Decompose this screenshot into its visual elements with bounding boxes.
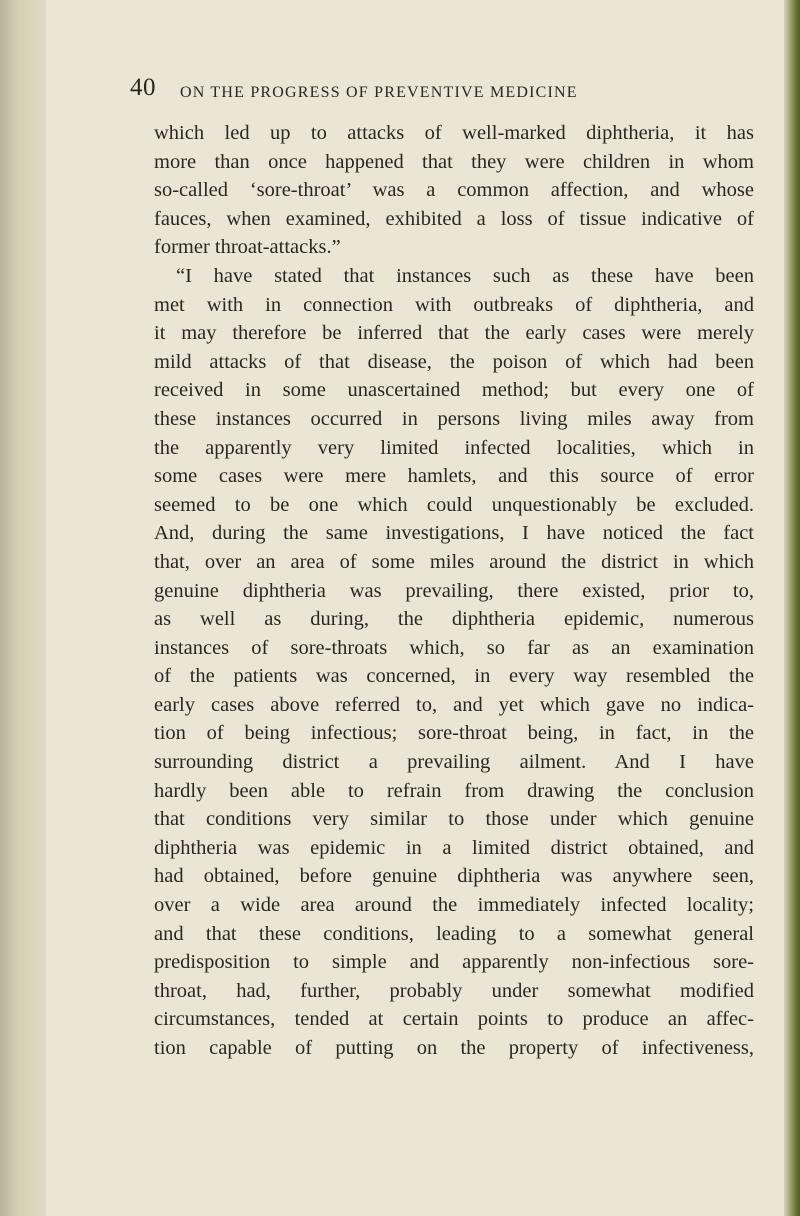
text-line: and that these conditions, leading to a somewhat general [154,922,754,945]
text-line: so-called ‘sore-throat’ was a common affection, and whose [154,179,754,202]
text-line: which led up to attacks of well-marked diphtheria, it has [154,122,754,144]
text-line: circumstances, tended at certain points to produce an affec- [154,1008,754,1031]
text-line: over a wide area around the immediately infected locality; [154,894,754,917]
text-line: more than once happened that they were children in whom [154,150,754,173]
text-line: some cases were mere hamlets, and this source of error [154,465,754,488]
page-number: 40 [130,74,156,101]
running-head: ON THE PROGRESS OF PREVENTIVE MEDICINE [180,84,578,101]
text-line: met with in connection with outbreaks of diphtheria, and [154,293,754,316]
text-line: tion capable of putting on the property of infectiveness, [154,1037,754,1059]
text-line: as well as during, the diphtheria epidemic, numerous [154,608,754,631]
text-line: hardly been able to refrain from drawing the conclusion [154,779,754,802]
text-line: “I have stated that instances such as these have been [176,264,754,287]
text-line: instances of sore-throats which, so far as an examination [154,636,754,659]
text-line: diphtheria was epidemic in a limited district obtained, and [154,836,754,859]
text-line: former throat-attacks.” [154,236,341,259]
text-line: that conditions very similar to those under which genuine [154,808,754,831]
page-edge [784,0,800,1216]
book-spine-shadow [0,0,46,1216]
text-line: received in some unascertained method; but every one of [154,379,754,402]
text-line: had obtained, before genuine diphtheria was anywhere seen, [154,865,754,888]
text-line: throat, had, further, probably under somewhat modified [154,979,754,1002]
text-line: these instances occurred in persons living miles away from [154,407,754,430]
text-line: And, during the same investigations, I have noticed the fact [154,522,754,545]
text-line: the apparently very limited infected localities, which in [154,436,754,459]
text-line: seemed to be one which could unquestionably be excluded. [154,493,754,516]
text-line: mild attacks of that disease, the poison of which had been [154,350,754,373]
text-line: it may therefore be inferred that the early cases were merely [154,322,754,345]
text-line: predisposition to simple and apparently non-infectious sore- [154,951,754,974]
text-line: fauces, when examined, exhibited a loss of tissue indicative of [154,207,754,230]
text-line: surrounding district a prevailing ailment. And I have [154,751,754,774]
text-line: genuine diphtheria was prevailing, there existed, prior to, [154,579,754,602]
text-line: early cases above referred to, and yet which gave no indica- [154,693,754,716]
book-page [46,0,784,1216]
body-text [154,119,754,1063]
text-line: of the patients was concerned, in every way resembled the [154,665,754,688]
text-line: that, over an area of some miles around the district in which [154,550,754,573]
page-header [130,74,744,102]
text-line: tion of being infectious; sore-throat being, in fact, in the [154,722,754,745]
